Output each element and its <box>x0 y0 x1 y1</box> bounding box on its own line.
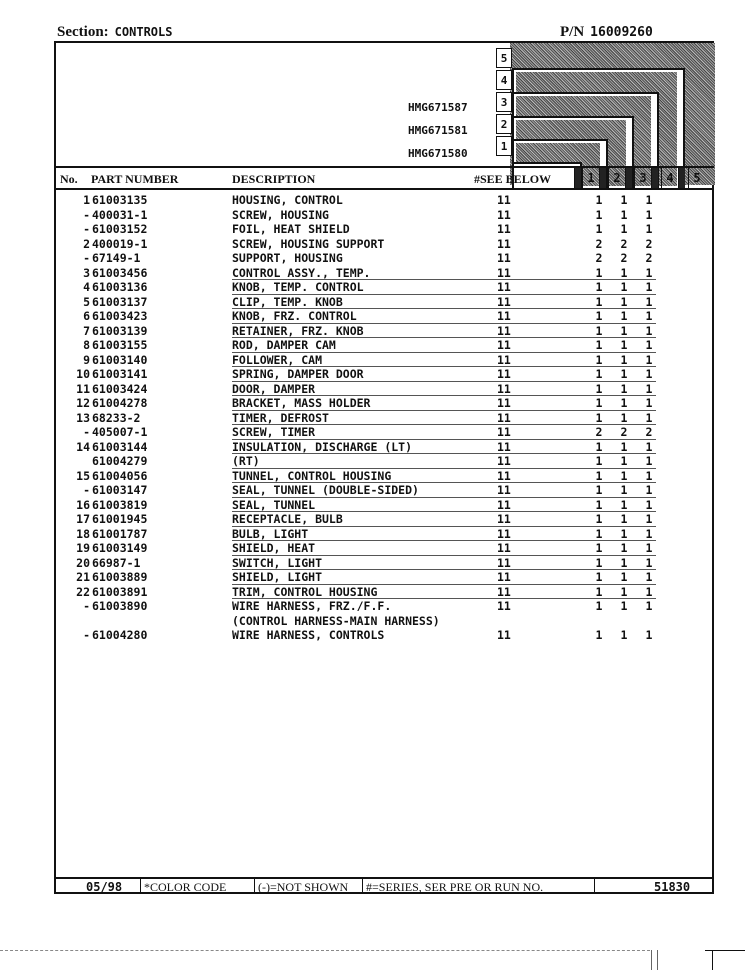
qty-model-2: 1 <box>620 193 628 207</box>
table-row <box>54 338 714 353</box>
part-description: (CONTROL HARNESS-MAIN HARNESS) <box>232 613 440 628</box>
table-row <box>54 324 714 339</box>
part-description: SPRING, DAMPER DOOR <box>232 367 364 381</box>
table-row <box>54 541 714 556</box>
item-number: 6 <box>83 309 90 323</box>
qty-model-2: 1 <box>620 526 628 541</box>
qty-model-1: 1 <box>595 526 603 541</box>
qty-model-2: 1 <box>620 396 628 410</box>
pn-value: 16009260 <box>590 25 653 40</box>
qty-model-3: 1 <box>645 381 653 396</box>
qty-model-1: 1 <box>595 265 603 280</box>
see-below-value: 11 <box>497 599 511 613</box>
part-number: 61004056 <box>92 468 148 483</box>
table-row <box>54 367 714 382</box>
qty-model-3: 1 <box>645 323 653 338</box>
qty-model-2: 1 <box>620 570 628 584</box>
col-model-3: 3 <box>634 168 651 188</box>
trim-line <box>0 950 650 951</box>
part-number: 61003890 <box>92 599 148 613</box>
footer-color-code: *COLOR CODE <box>144 880 227 894</box>
qty-model-3: 1 <box>645 396 653 410</box>
col-model-1: 1 <box>582 168 599 188</box>
qty-model-1: 1 <box>595 280 603 294</box>
qty-model-1: 1 <box>595 410 603 425</box>
qty-model-3: 1 <box>645 555 653 570</box>
table-row <box>54 585 714 600</box>
part-description: DOOR, DAMPER <box>232 381 316 396</box>
part-number: 405007-1 <box>92 425 148 439</box>
part-description: SHIELD, HEAT <box>232 541 316 555</box>
table-row <box>54 208 714 223</box>
qty-model-1: 1 <box>595 541 603 555</box>
qty-model-2: 2 <box>620 425 628 439</box>
part-description: WIRE HARNESS, FRZ./F.F. <box>232 599 392 613</box>
part-description: CONTROL ASSY., TEMP. <box>232 265 371 280</box>
part-description: WIRE HARNESS, CONTROLS <box>232 628 385 642</box>
qty-model-1: 1 <box>595 381 603 396</box>
qty-model-1: 2 <box>595 251 603 265</box>
see-below-value: 11 <box>497 367 511 381</box>
qty-model-1: 1 <box>595 396 603 410</box>
part-description: KNOB, FRZ. CONTROL <box>232 309 357 323</box>
col-see-below: #SEE BELOW <box>474 172 552 186</box>
table-row <box>54 193 714 208</box>
see-below-value: 11 <box>497 439 511 454</box>
table-row <box>54 382 714 397</box>
model-name-2: HMG671581 <box>408 124 468 137</box>
qty-model-1: 1 <box>595 439 603 454</box>
part-description: KNOB, TEMP. CONTROL <box>232 280 364 294</box>
qty-model-1: 1 <box>595 468 603 483</box>
qty-model-3: 2 <box>645 236 653 251</box>
part-number: 61003149 <box>92 541 148 555</box>
table-row <box>54 396 714 411</box>
qty-model-1: 1 <box>595 207 603 222</box>
qty-model-3: 1 <box>645 599 653 613</box>
see-below-value: 11 <box>497 381 511 396</box>
see-below-value: 11 <box>497 628 511 642</box>
key-box-5: 5 <box>496 48 512 68</box>
part-number: 61004279 <box>92 454 148 468</box>
part-description: INSULATION, DISCHARGE (LT) <box>232 439 413 454</box>
see-below-value: 11 <box>497 222 511 236</box>
table-row <box>54 454 714 469</box>
qty-model-2: 1 <box>620 512 628 526</box>
part-number: 61004280 <box>92 628 148 642</box>
qty-model-1: 1 <box>595 512 603 526</box>
part-number: 61003147 <box>92 483 148 497</box>
table-row <box>54 353 714 368</box>
see-below-value: 11 <box>497 338 511 352</box>
part-number: 67149-1 <box>92 251 141 265</box>
key-box-4: 4 <box>496 70 512 90</box>
table-row <box>54 222 714 237</box>
qty-model-3: 1 <box>645 410 653 425</box>
item-number: 12 <box>76 396 90 410</box>
part-description: CLIP, TEMP. KNOB <box>232 294 343 309</box>
qty-model-2: 2 <box>620 236 628 251</box>
see-below-value: 11 <box>497 555 511 570</box>
table-row <box>54 614 714 629</box>
qty-model-1: 2 <box>595 425 603 439</box>
footer-bar <box>54 877 714 894</box>
qty-model-3: 1 <box>645 207 653 222</box>
item-number: - <box>83 425 90 439</box>
model-name-1: HMG671580 <box>408 147 468 160</box>
qty-model-1: 1 <box>595 497 603 512</box>
part-description: RECEPTACLE, BULB <box>232 512 343 526</box>
qty-model-2: 1 <box>620 207 628 222</box>
key-box-1: 1 <box>496 136 512 156</box>
qty-model-3: 1 <box>645 628 653 642</box>
part-number: 61003155 <box>92 338 148 352</box>
item-number: 10 <box>76 367 90 381</box>
parts-table <box>54 193 714 643</box>
qty-model-3: 1 <box>645 265 653 280</box>
table-row <box>54 440 714 455</box>
part-description: HOUSING, CONTROL <box>232 193 343 207</box>
part-number: 68233-2 <box>92 410 141 425</box>
model-name-3: HMG671587 <box>408 101 468 114</box>
table-row <box>54 556 714 571</box>
see-below-value: 11 <box>497 309 511 323</box>
qty-model-2: 1 <box>620 468 628 483</box>
part-number: 61003144 <box>92 439 148 454</box>
qty-model-2: 1 <box>620 352 628 367</box>
item-number: 18 <box>76 526 90 541</box>
qty-model-2: 1 <box>620 454 628 468</box>
part-number: 61003137 <box>92 294 148 309</box>
see-below-value: 11 <box>497 483 511 497</box>
item-number: 4 <box>83 280 90 294</box>
part-number: 61003136 <box>92 280 148 294</box>
part-description: SCREW, HOUSING SUPPORT <box>232 236 385 251</box>
qty-model-3: 1 <box>645 309 653 323</box>
part-number: 61003139 <box>92 323 148 338</box>
key-box-3: 3 <box>496 92 512 112</box>
qty-model-2: 1 <box>620 628 628 642</box>
qty-model-1: 1 <box>595 294 603 309</box>
section-value: CONTROLS <box>114 25 173 39</box>
qty-model-1: 2 <box>595 236 603 251</box>
qty-model-3: 1 <box>645 367 653 381</box>
part-description: BRACKET, MASS HOLDER <box>232 396 371 410</box>
qty-model-1: 1 <box>595 483 603 497</box>
qty-model-1: 1 <box>595 193 603 207</box>
qty-model-2: 1 <box>620 309 628 323</box>
qty-model-1: 1 <box>595 352 603 367</box>
part-number: 61003819 <box>92 497 148 512</box>
item-number: 5 <box>83 294 90 309</box>
col-model-2: 2 <box>608 168 625 188</box>
table-row <box>54 483 714 498</box>
see-below-value: 11 <box>497 251 511 265</box>
qty-model-3: 1 <box>645 222 653 236</box>
part-description: SEAL, TUNNEL <box>232 497 316 512</box>
see-below-value: 11 <box>497 294 511 309</box>
part-number: 61003889 <box>92 570 148 584</box>
pn-label: P/N <box>560 24 585 40</box>
qty-model-3: 1 <box>645 570 653 584</box>
table-row <box>54 512 714 527</box>
qty-model-3: 2 <box>645 251 653 265</box>
part-description: SCREW, HOUSING <box>232 207 329 222</box>
item-number: 21 <box>76 570 90 584</box>
qty-model-3: 1 <box>645 512 653 526</box>
qty-model-1: 1 <box>595 584 603 599</box>
item-number: - <box>83 251 90 265</box>
qty-model-1: 1 <box>595 222 603 236</box>
qty-model-1: 1 <box>595 570 603 584</box>
column-header <box>54 166 714 190</box>
section-heading <box>57 24 172 41</box>
qty-model-3: 1 <box>645 280 653 294</box>
item-number: 20 <box>76 555 90 570</box>
qty-model-1: 1 <box>595 555 603 570</box>
see-below-value: 11 <box>497 497 511 512</box>
qty-model-2: 1 <box>620 497 628 512</box>
col-description: DESCRIPTION <box>232 172 316 186</box>
part-number: 61004278 <box>92 396 148 410</box>
qty-model-2: 1 <box>620 265 628 280</box>
qty-model-3: 1 <box>645 541 653 555</box>
item-number: - <box>83 207 90 222</box>
item-number: 3 <box>83 265 90 280</box>
qty-model-1: 1 <box>595 309 603 323</box>
qty-model-1: 1 <box>595 599 603 613</box>
qty-model-3: 1 <box>645 294 653 309</box>
part-number: 61003135 <box>92 193 148 207</box>
item-number: 22 <box>76 584 90 599</box>
section-label: Section: <box>57 24 109 40</box>
item-number: 9 <box>83 352 90 367</box>
qty-model-1: 1 <box>595 454 603 468</box>
table-row <box>54 266 714 281</box>
qty-model-2: 1 <box>620 338 628 352</box>
qty-model-2: 1 <box>620 410 628 425</box>
qty-model-2: 1 <box>620 367 628 381</box>
item-number: 16 <box>76 497 90 512</box>
item-number: 2 <box>83 236 90 251</box>
item-number: - <box>83 628 90 642</box>
qty-model-2: 1 <box>620 222 628 236</box>
table-row <box>54 425 714 440</box>
qty-model-1: 1 <box>595 323 603 338</box>
qty-model-3: 1 <box>645 497 653 512</box>
qty-model-2: 1 <box>620 294 628 309</box>
part-description: SEAL, TUNNEL (DOUBLE-SIDED) <box>232 483 419 497</box>
qty-model-2: 2 <box>620 251 628 265</box>
part-number: 400019-1 <box>92 236 148 251</box>
qty-model-2: 1 <box>620 280 628 294</box>
table-row <box>54 628 714 643</box>
qty-model-3: 1 <box>645 352 653 367</box>
see-below-value: 11 <box>497 236 511 251</box>
qty-model-3: 2 <box>645 425 653 439</box>
see-below-value: 11 <box>497 570 511 584</box>
see-below-value: 11 <box>497 526 511 541</box>
table-row <box>54 411 714 426</box>
qty-model-3: 1 <box>645 439 653 454</box>
part-description: BULB, LIGHT <box>232 526 309 541</box>
part-number: 61001945 <box>92 512 148 526</box>
part-description: TIMER, DEFROST <box>232 410 329 425</box>
item-number: 13 <box>76 410 90 425</box>
part-description: TRIM, CONTROL HOUSING <box>232 584 378 599</box>
part-number: 400031-1 <box>92 207 148 222</box>
item-number: 19 <box>76 541 90 555</box>
part-number-heading <box>560 24 653 41</box>
table-row <box>54 570 714 585</box>
part-number: 61003891 <box>92 584 148 599</box>
item-number: 15 <box>76 468 90 483</box>
part-description: SCREW, TIMER <box>232 425 316 439</box>
see-below-value: 11 <box>497 396 511 410</box>
qty-model-3: 1 <box>645 193 653 207</box>
qty-model-3: 1 <box>645 468 653 483</box>
footer-series: #=SERIES, SER PRE OR RUN NO. <box>366 880 544 894</box>
footer-date: 05/98 <box>86 880 123 894</box>
part-number: 61003152 <box>92 222 148 236</box>
part-number: 61003140 <box>92 352 148 367</box>
part-description: SUPPORT, HOUSING <box>232 251 343 265</box>
table-row <box>54 309 714 324</box>
part-description: FOIL, HEAT SHIELD <box>232 222 350 236</box>
see-below-value: 11 <box>497 468 511 483</box>
part-description: TUNNEL, CONTROL HOUSING <box>232 468 392 483</box>
see-below-value: 11 <box>497 280 511 294</box>
see-below-value: 11 <box>497 193 511 207</box>
qty-model-1: 1 <box>595 367 603 381</box>
table-row <box>54 469 714 484</box>
part-description: RETAINER, FRZ. KNOB <box>232 323 364 338</box>
col-part-number: PART NUMBER <box>91 172 179 186</box>
item-number: 17 <box>76 512 90 526</box>
part-number: 61003141 <box>92 367 148 381</box>
qty-model-1: 1 <box>595 628 603 642</box>
part-number: 61001787 <box>92 526 148 541</box>
qty-model-2: 1 <box>620 483 628 497</box>
item-number: 8 <box>83 338 90 352</box>
item-number: 1 <box>83 193 90 207</box>
footer-not-shown: (-)=NOT SHOWN <box>258 880 349 894</box>
col-model-4: 4 <box>661 168 678 188</box>
col-no: No. <box>60 172 78 186</box>
part-number: 66987-1 <box>92 555 141 570</box>
qty-model-2: 1 <box>620 555 628 570</box>
part-description: ROD, DAMPER CAM <box>232 338 336 352</box>
see-below-value: 11 <box>497 454 511 468</box>
table-row <box>54 599 714 614</box>
qty-model-2: 1 <box>620 584 628 599</box>
see-below-value: 11 <box>497 352 511 367</box>
qty-model-2: 1 <box>620 323 628 338</box>
see-below-value: 11 <box>497 410 511 425</box>
see-below-value: 11 <box>497 584 511 599</box>
see-below-value: 11 <box>497 512 511 526</box>
table-row <box>54 527 714 542</box>
qty-model-3: 1 <box>645 338 653 352</box>
part-description: SWITCH, LIGHT <box>232 555 323 570</box>
see-below-value: 11 <box>497 207 511 222</box>
table-row <box>54 498 714 513</box>
item-number: - <box>83 222 90 236</box>
part-description: FOLLOWER, CAM <box>232 352 323 367</box>
item-number: - <box>83 599 90 613</box>
footer-doc-number: 51830 <box>654 880 691 894</box>
table-row <box>54 251 714 266</box>
item-number: - <box>83 483 90 497</box>
part-description: SHIELD, LIGHT <box>232 570 323 584</box>
part-number: 61003424 <box>92 381 148 396</box>
table-row <box>54 295 714 310</box>
see-below-value: 11 <box>497 323 511 338</box>
col-model-5: 5 <box>688 168 705 188</box>
qty-model-3: 1 <box>645 526 653 541</box>
item-number: 7 <box>83 323 90 338</box>
qty-model-1: 1 <box>595 338 603 352</box>
qty-model-2: 1 <box>620 439 628 454</box>
table-row <box>54 237 714 252</box>
qty-model-2: 1 <box>620 599 628 613</box>
qty-model-3: 1 <box>645 454 653 468</box>
qty-model-2: 1 <box>620 541 628 555</box>
table-row <box>54 280 714 295</box>
item-number: 11 <box>76 381 90 396</box>
see-below-value: 11 <box>497 541 511 555</box>
part-number: 61003456 <box>92 265 148 280</box>
see-below-value: 11 <box>497 265 511 280</box>
part-number: 61003423 <box>92 309 148 323</box>
item-number: 14 <box>76 439 90 454</box>
key-box-2: 2 <box>496 114 512 134</box>
qty-model-2: 1 <box>620 381 628 396</box>
qty-model-3: 1 <box>645 483 653 497</box>
see-below-value: 11 <box>497 425 511 439</box>
qty-model-3: 1 <box>645 584 653 599</box>
part-description: (RT) <box>232 454 260 468</box>
